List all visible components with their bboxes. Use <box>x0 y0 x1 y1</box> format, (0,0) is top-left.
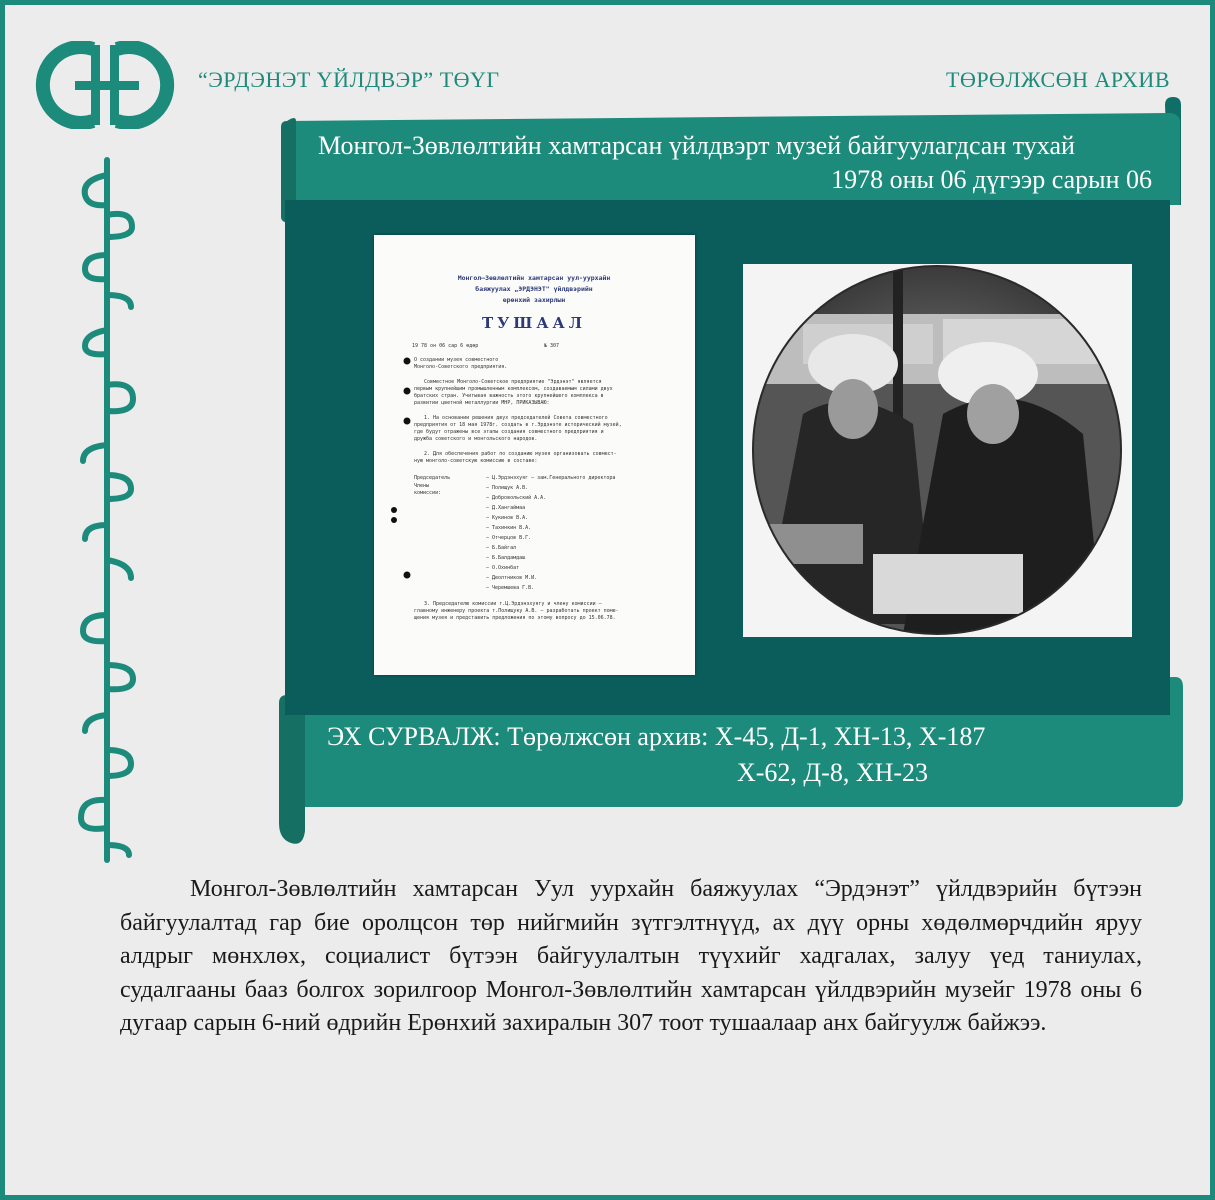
svg-text:ТУШААЛ: ТУШААЛ <box>481 314 587 332</box>
svg-text:Члены: Члены <box>414 483 430 489</box>
svg-text:3. Председателю комиссии т.Ц.Э: 3. Председателю комиссии т.Ц.Эрдэнэхуягу и члену комиссии — <box>424 601 602 607</box>
svg-text:— Добровольский А.А.: — Добровольский А.А. <box>486 495 547 501</box>
svg-text:баяжуулах „ЭРДЭНЭТ" үйлдвэрийн: баяжуулах „ЭРДЭНЭТ" үйлдвэрийн <box>475 285 593 293</box>
svg-text:— Д.Хангаймаа: — Д.Хангаймаа <box>486 505 526 511</box>
svg-text:Совместное Монголо-Советское п: Совместное Монголо-Советское предприятие "Эрдэнэт" является <box>424 379 602 385</box>
svg-text:— Черемшева Г.В.: — Черемшева Г.В. <box>486 585 535 591</box>
svg-text:— Деолтников М.И.: — Деолтников М.И. <box>486 575 538 581</box>
svg-text:щения музея и представить пред: щения музея и представить предложения по этому вопросу до 15.06.78. <box>414 615 616 621</box>
svg-text:— Ц.Эрдэнэхуяг — зам.Генера: — Ц.Эрдэнэхуяг — зам.Генерального директора <box>486 475 616 481</box>
svg-text:— О.Охинбат: — О.Охинбат <box>486 565 520 571</box>
svg-text:1. На основании решения двух п: 1. На основании решения двух председателей Совета совместного <box>424 415 608 421</box>
svg-text:19 78 он 06 сар 6 өдөр: 19 78 он 06 сар 6 өдөр <box>412 343 479 349</box>
svg-text:главному инженеру проекта т.По: главному инженеру проекта т.Полищуку А.В. — разработать проект поме- <box>414 608 619 614</box>
svg-text:— Полищук А.В.: — Полищук А.В. <box>486 485 529 491</box>
svg-text:2. Для обеспечения работ по со: 2. Для обеспечения работ по созданию музея организовать совмест- <box>424 451 617 457</box>
svg-text:ную монголо-советскую комиссию: ную монголо-советскую комиссию в составе: <box>414 458 538 464</box>
svg-text:О создании музея совместного: О создании музея совместного <box>414 357 499 363</box>
svg-text:братских стран. Учитывая важно: братских стран. Учитывая важность этого крупнейшего комплекса в <box>414 393 604 399</box>
svg-text:дружба советского и монгольско: дружба советского и монгольского народов. <box>414 436 538 442</box>
description-paragraph: Монгол-Зөвлөлтийн хамтарсан Уул уурхайн баяжуулах “Эрдэнэт” үйлдвэрийн бүтээн байгуулалтад гар бие оролцсон төр нийгмийн зүтгэлтнүүд, ах дүү орны хөдөлмөрчдийн яруу алдрыг мөнхлөх, социалист бүтээн байгуулалтын түүхийг хадгалах, залуу үед таниулах, судалгааны бааз болгох зорилгоор Монгол-Зөвлөлтийн хамтарсан үйлдвэрийн музейг 1978 оны 6 дугаар сарын 6-ний өдрийн Ерөнхий захиралын 307 тоот тушаалаар анх байгуулж байжээ. <box>120 876 1142 1036</box>
svg-text:комиссии:: комиссии: <box>414 490 442 496</box>
svg-text:первым крупнейшим промышленным: первым крупнейшим промышленным комплексом, создаваемым силами двух <box>414 386 613 392</box>
svg-text:Председатель: Председатель <box>414 475 451 481</box>
svg-text:ерөнхий захирлын: ерөнхий захирлын <box>502 296 566 304</box>
archive-document-scan <box>374 235 695 675</box>
svg-text:— Кукинов В.А.: — Кукинов В.А. <box>486 515 529 521</box>
svg-text:№ 307: № 307 <box>544 343 560 349</box>
source-line-2: Х-62, Д-8, ХН-23 <box>737 758 929 787</box>
svg-text:— Б.Байгал: — Б.Байгал <box>486 545 517 551</box>
svg-text:развитии цветной металлургии М: развитии цветной металлургии МНР, ПРИКАЗЫВАЮ: <box>414 400 550 406</box>
svg-text:— Отчерцов В.Г.: — Отчерцов В.Г. <box>486 535 532 541</box>
svg-text:где будут отражены все этапы с: где будут отражены все этапы создания совместного предприятия и <box>414 429 604 435</box>
organization-title: “ЭРДЭНЭТ ҮЙЛДВЭР” ТӨҮГ <box>198 67 500 92</box>
archive-title: ТӨРӨЛЖСӨН АРХИВ <box>946 67 1170 92</box>
banner-title: Монгол-Зөвлөлтийн хамтарсан үйлдвэрт музей байгуулагдсан тухай <box>318 131 1075 160</box>
banner-date: 1978 оны 06 дүгээр сарын 06 <box>831 165 1152 194</box>
svg-text:— Б.Балдамдаш: — Б.Балдамдаш <box>486 555 526 561</box>
svg-text:Монголо-Советского предприятия: Монголо-Советского предприятия. <box>414 364 508 370</box>
svg-text:— Тахинкин В.А.: — Тахинкин В.А. <box>486 525 532 531</box>
svg-text:Монгол—Зөвлөлтийн хамтарсан уу: Монгол—Зөвлөлтийн хамтарсан уул-уурхайн <box>457 274 611 282</box>
svg-text:предприятия от 18 мая 1978г. с: предприятия от 18 мая 1978г. создать в г.Эрдэнэте исторический музей, <box>414 422 622 428</box>
workers-photo <box>743 264 1132 637</box>
source-line-1: ЭХ СУРВАЛЖ: Төрөлжсөн архив: Х-45, Д-1, ХН-13, Х-187 <box>327 722 986 751</box>
